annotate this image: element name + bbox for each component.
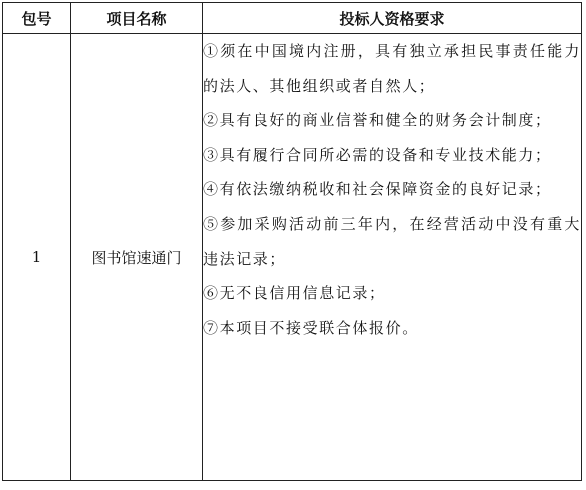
requirement-item: ⑤参加采购活动前三年内，在经营活动中没有重大违法记录； [203, 214, 581, 268]
package-no-cell: 1 [3, 34, 71, 481]
header-package-no: 包号 [3, 3, 71, 34]
requirement-item: ③具有履行合同所必需的设备和专业技术能力； [203, 145, 552, 164]
table-header-row [3, 3, 582, 34]
requirement-item: ②具有良好的商业信誉和健全的财务会计制度； [203, 111, 552, 130]
header-requirements: 投标人资格要求 [203, 3, 582, 34]
project-name-cell: 图书馆速通门 [71, 34, 203, 481]
bidder-qualification-table [2, 2, 582, 481]
requirement-item: ⑦本项目不接受联合体报价。 [203, 318, 419, 337]
requirement-item: ⑥无不良信用信息记录； [203, 284, 386, 303]
header-project-name: 项目名称 [71, 3, 203, 34]
requirement-item: ④有依法缴纳税收和社会保障资金的良好记录； [203, 180, 552, 199]
requirement-item: ①须在中国境内注册，具有独立承担民事责任能力的法人、其他组织或者自然人； [203, 42, 581, 95]
table-row [3, 34, 582, 481]
requirements-cell [203, 34, 582, 481]
